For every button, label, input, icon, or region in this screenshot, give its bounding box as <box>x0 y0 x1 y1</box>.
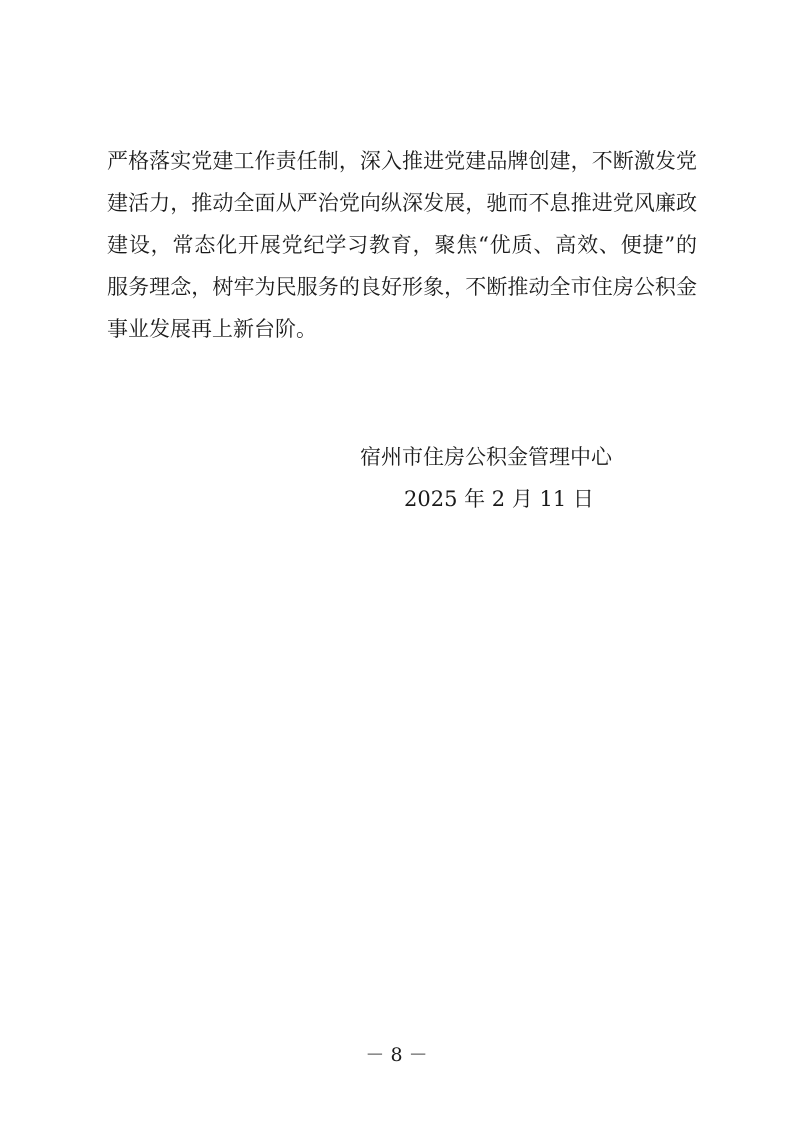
paragraph-line: 服务理念，树牢为民服务的良好形象，不断推动全市住房公积金 <box>107 275 697 299</box>
signature-block <box>360 436 660 520</box>
signature-date: 2025 年 2 月 11 日 <box>404 487 594 511</box>
paragraph-line: 建设，常态化开展党纪学习教育，聚焦“优质、高效、便捷”的 <box>107 233 697 257</box>
paragraph-line: 建活力，推动全面从严治党向纵深发展，驰而不息推进党风廉政 <box>107 191 697 215</box>
paragraph-line: 事业发展再上新台阶。 <box>107 317 317 341</box>
page-number: － 8 － <box>365 1044 428 1066</box>
body-paragraph <box>107 140 697 350</box>
signature-organization: 宿州市住房公积金管理中心 <box>360 445 612 469</box>
paragraph-line: 严格落实党建工作责任制，深入推进党建品牌创建，不断激发党 <box>107 149 697 173</box>
